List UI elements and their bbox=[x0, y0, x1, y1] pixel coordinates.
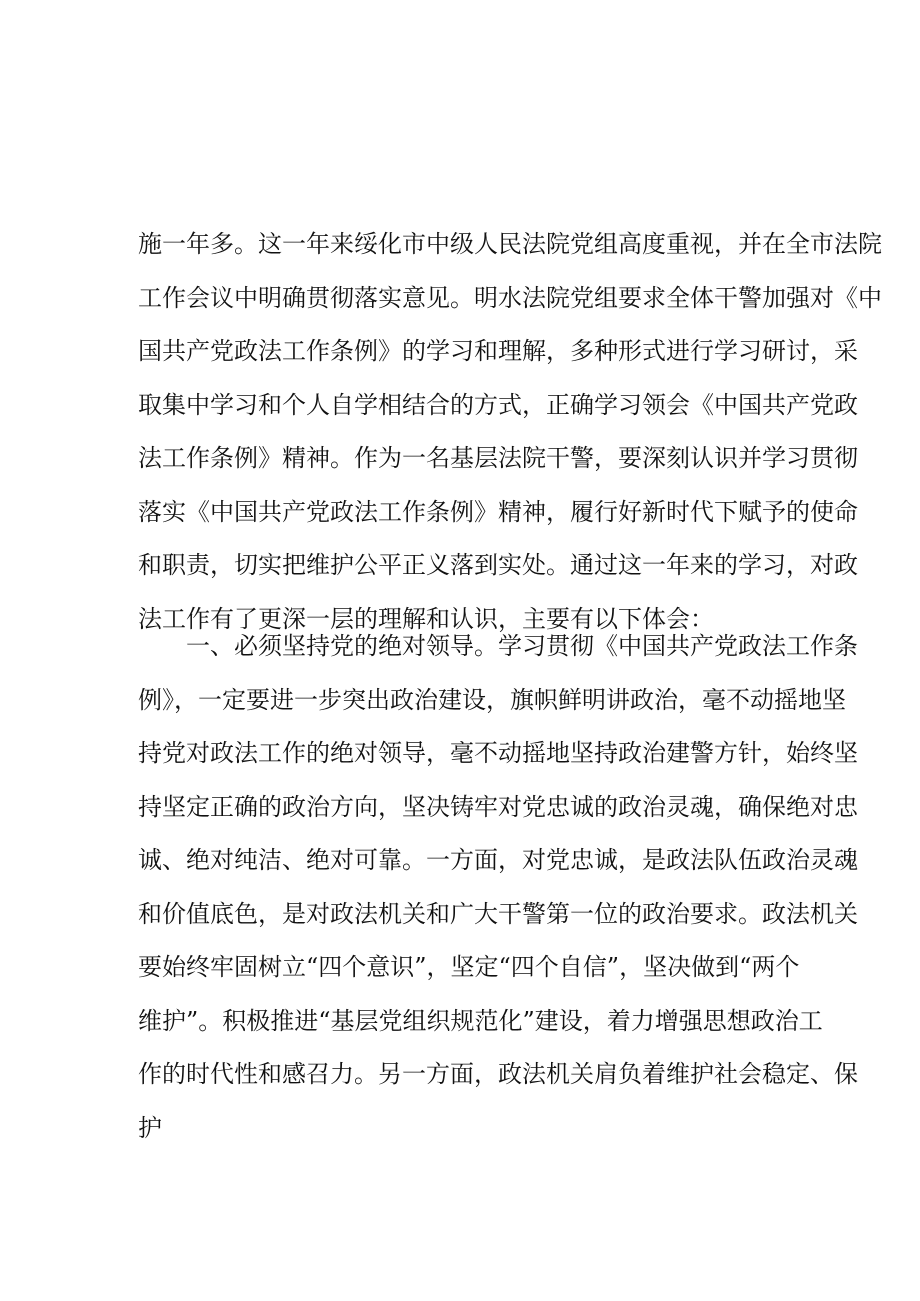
text-line: 例》，一定要进一步突出政治建设，旗帜鲜明讲政治，毫不动摇地坚 bbox=[138, 685, 846, 714]
text-line: 护 bbox=[138, 1113, 162, 1142]
text-line: 法工作有了更深一层的理解和认识，主要有以下体会： bbox=[138, 604, 714, 633]
text-line: 和价值底色，是对政法机关和广大干警第一位的政治要求。政法机关 bbox=[138, 899, 858, 928]
text-line: 持党对政法工作的绝对领导，毫不动摇地坚持政治建警方针，始终坚 bbox=[138, 739, 858, 767]
text-line: 施一年多。这一年来绥化市中级人民法院党组高度重视，并在全市法院 bbox=[138, 230, 882, 258]
text-line: 国共产党政法工作条例》的学习和理解，多种形式进行学习研讨，采 bbox=[138, 337, 858, 365]
text-line: 和职责，切实把维护公平正义落到实处。通过这一年来的学习，对政 bbox=[138, 551, 858, 579]
paragraph-section-one bbox=[138, 620, 858, 1155]
text-line: 工作会议中明确贯彻落实意见。明水法院党组要求全体干警加强对《中 bbox=[138, 283, 882, 312]
text-line: 法工作条例》精神。作为一名基层法院干警，要深刻认识并学习贯彻 bbox=[138, 444, 858, 472]
text-line: 诚、绝对纯洁、绝对可靠。一方面，对党忠诚，是政法队伍政治灵魂 bbox=[138, 846, 858, 874]
text-line: 落实《中国共产党政法工作条例》精神，履行好新时代下赋予的使命 bbox=[138, 497, 858, 526]
text-line: 取集中学习和个人自学相结合的方式，正确学习领会《中国共产党政 bbox=[138, 390, 858, 419]
text-line: 要始终牢固树立“四个意识”，坚定“四个自信”，坚决做到“两个 bbox=[138, 953, 800, 981]
text-line: 持坚定正确的政治方向，坚决铸牢对党忠诚的政治灵魂，确保绝对忠 bbox=[138, 792, 858, 821]
text-line: 作的时代性和感召力。另一方面，政法机关肩负着维护社会稳定、保 bbox=[138, 1060, 858, 1088]
text-line: 一、必须坚持党的绝对领导。学习贯彻《中国共产党政法工作条 bbox=[186, 632, 858, 660]
text-line: 维护”。积极推进“基层党组织规范化”建设，着力增强思想政治工 bbox=[138, 1006, 823, 1035]
